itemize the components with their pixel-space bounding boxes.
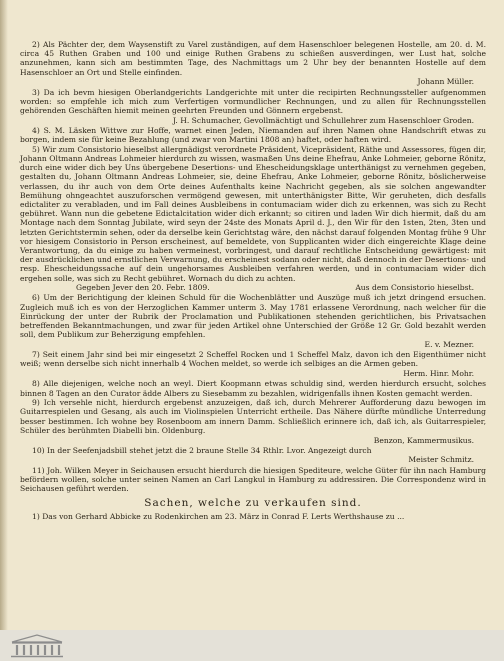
notice-p4: 4) S. M. Läsken Wittwe zur Hoffe, warnet einen Jeden, Niemanden auf ihren Namen ohne Handschrift etwas zu borgen, indem sie für keine Bezahlung (und zwar von Martini 1808 an) haftet, oder haften wird. [20, 125, 486, 145]
library-building-icon [8, 633, 66, 659]
notice-p10: 10) In der Seefenjadsbill stehet jetzt die 2 braune Stelle 34 Rthlr. Lvor. Angezeigt durch [32, 445, 372, 455]
notice-p6: 6) Um der Berichtigung der kleinen Schuld für die Wochenblätter und Auszüge muß ich jetzt dringend ersuchen. Zugleich muß ich es von der Herzoglichen Kammer unterm 3. May 1781 erlassene Verordnung, nach welcher für die Einrückung der unter der Rubrik der Proclamation und Publikationen stehenden gerichtlichen, bis Privatsachen betreffenden Bekanntmachungen, und zwar für jeden Artikel ohne Unterschied der Größe 12 Gr. Gold bezahlt werden soll, dem Publikum zur Beherzigung empfehlen. [20, 293, 486, 340]
consistory-dateline [20, 283, 486, 292]
notice-p2-signature: Johann Müller. [417, 77, 474, 87]
section-heading-for-sale: Sachen, welche zu verkaufen sind. [144, 497, 362, 510]
notice-p10-signature: Meister Schmitz. [408, 455, 474, 465]
notice-p2: 2) Als Pächter der, dem Waysenstift zu Varel zuständigen, auf dem Hasenschloer belegenen Hostelle, am 20. d. M. circa 45 Ruthen Graben und 100 und einige Ruthen Grabens zu schießen ausverdingen, wer Lust hat, solche anzunehmen, kann sich am bestimmten Tage, des Nachmittags um 2 Uhr bey der benannten Hostelle auf dem Hasenschloer an Ort und Stelle einfinden. [20, 40, 486, 77]
notice-p6-signature: E. v. Mezner. [424, 340, 474, 349]
notice-p7-signature: Herm. Hinr. Mohr. [403, 369, 474, 379]
sale-notice-1: 1) Das von Gerhard Abbicke zu Rodenkirchen am 23. März in Conrad F. Lerts Werthshause zu ... [32, 512, 405, 522]
notice-p9: 9) Ich versehle nicht, hierdurch ergebenst anzuzeigen, daß ich, durch Mehrerer Aufforderung dazu bewogen im Guitarrespielen und Gesang, als auch im Violinspielen Unterricht ertheile. Das Nähere dürfte mündliche Unterredung besser bestimmen. Ich wohne bey Rosenboom am innern Damm. Schließlich erinnere ich, daß ich, als Guitarrespieler, Schüler des berühmten Diabelli bin. Oldenburg. [20, 398, 486, 435]
viewer-footer [0, 630, 504, 661]
notice-p3-signature: J. H. Schumacher, Gevollmächtigt und Schullehrer zum Hasenschloer Groden. [172, 115, 474, 125]
notices-part-a [20, 40, 486, 283]
notice-text-block [20, 40, 486, 522]
notice-p11: 11) Joh. Wilken Meyer in Seichausen ersucht hierdurch die hiesigen Spediteure, welche Güter für ihn nach Hamburg befördern wollen, solche unter seinen Namen an Carl Langkul in Hamburg zu addressiren. Die Correspondenz wird in Seichausen geführt werden. [20, 465, 486, 494]
dateline-place: Aus dem Consistorio hieselbst. [355, 283, 474, 293]
notices-part-b [20, 293, 486, 493]
notice-p5: 5) Wir zum Consistorio hieselbst allergnädigst verordnete Präsident, Vicepräsident, Räthe und Assessores, fügen dir, Johann Oltmann Andreas Lohmeier hierdurch zu wissen, wasmaßen Uns deine Ehefrau, Anke Lohmeier, geborne Rönitz, durch eine wider dich bey Uns übergebene Desertions- und Ehescheidungsklage unterthänigst zu vernehmen gegeben, gestalten du, Johann Oltmann Andreas Lohmeier, sie, deine Ehefrau, Anke Lohmeier, geborne Rönitz, böslicherweise verlassen, du ihr auch von dem Orte deines Aufenthalts keine Nachricht gegeben, als sie solchen angewandter Bemühung ohngeachtet auszuforschen vermögend gewesen, mit unterthänigster Bitte, Wir geruheten, dich desfalls edictaliter zu verabladen, und im Fall deines Ausbleibens in contumaciam wider dich zu erkennen, was sich zu Recht gebühret. Wann nun die gebetene Edictalcitation wider dich erkannt; so citiren und laden Wir dich hiermit, daß du am Montage nach dem Sonntag Jubilate, wird seyn der 24ste des Monats April d. J., den Wir für den 1sten, 2ten, 3ten und letzten Gerichtstermin sehen, oder da derselbe kein Gerichtstag wäre, den nächst darauf folgenden Montag frühe 9 Uhr vor hiesigem Consistorio in Person erscheinest, auf bemeldete, von Supplicanten wider dich eingereichte Klage deine Verantwortung, da du einige zu haben vermeinest, vorbringest, und darauf rechtliche Entscheidung gewärtigest: mit der ausdrücklichen und ernstlichen Verwarnung, du erscheinest sodann oder nicht, daß dennoch in der Desertions- und resp. Ehescheidungssache auf dein ungehorsames Ausbleiben verfahren werden, und in contumaciam wider dich ergehen solle, was sich zu Recht gebühret. Wornach du dich zu achten. [20, 144, 486, 283]
notice-p3: 3) Da ich bevm hiesigen Oberlandgerichts Landgerichte mit unter die recipirten Rechnungssteller aufgenommen worden: so empfehle ich mich zum Verfertigen vormundlicher Rechnungen, und zu allen für Rechnungsstellen gehörenden Geschäften hiemit meinen geehrten Freunden und Gönnern ergebenst. [20, 87, 486, 115]
notice-p7: 7) Seit einem Jahr sind bei mir eingesetzt 2 Scheffel Rocken und 1 Scheffel Malz, davon ich den Eigenthümer nicht weiß; wenn derselbe sich nicht innerhalb 4 Wochen meldet, so werde ich selbiges an die Armen geben. [20, 350, 486, 369]
page-gutter-shadow [0, 0, 8, 630]
dateline-date: Gegeben Jever den 20. Febr. 1809. [76, 283, 210, 293]
notice-p8: 8) Alle diejenigen, welche noch an weyl. Diert Koopmann etwas schuldig sind, werden hierdurch ersucht, solches binnen 8 Tagen an den Curator ädde Albers zu Siesebamm zu bezahlen, widrigenfalls ihnen Kosten gemacht werden. [20, 379, 486, 398]
notice-p9-signature: Benzon, Kammermusikus. [373, 435, 474, 445]
